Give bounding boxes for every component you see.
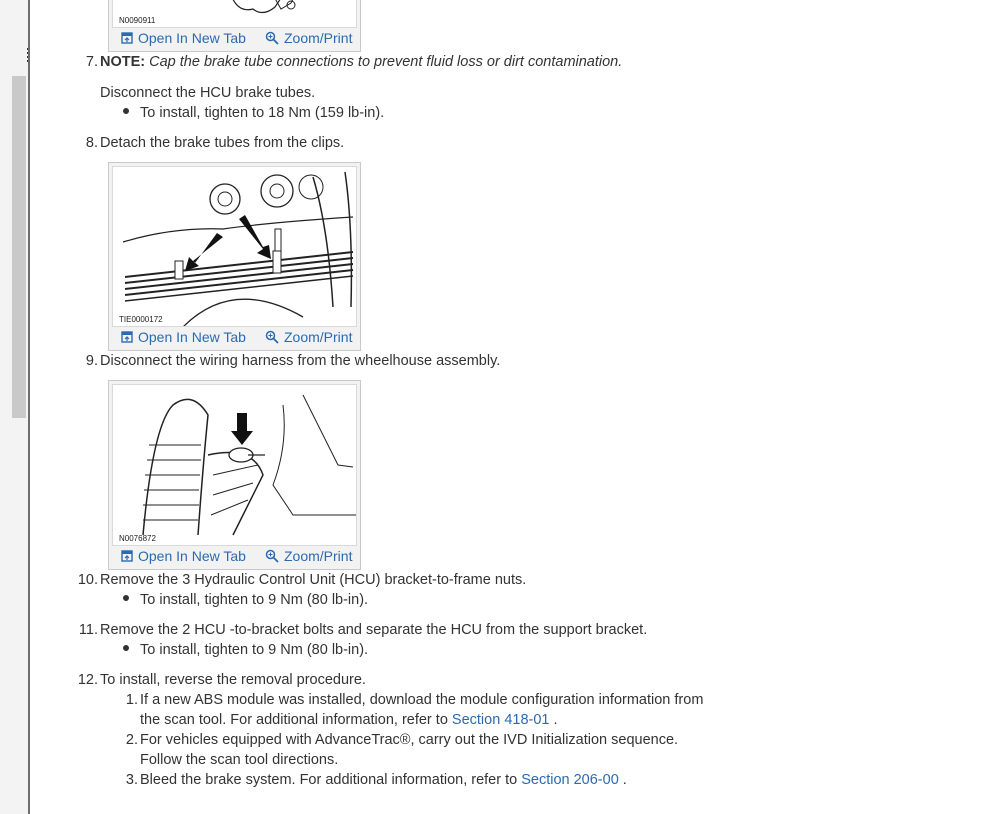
step-number: 9.	[85, 353, 98, 369]
note-label: NOTE:	[100, 54, 146, 70]
zoom-print-label: Zoom/Print	[284, 548, 353, 564]
zoom-icon	[265, 549, 279, 563]
figure-3	[108, 380, 361, 570]
section-418-01-link[interactable]: Section 418-01	[451, 712, 550, 728]
step-7-text: Disconnect the HCU brake tubes.	[100, 85, 316, 101]
substep-3-line-1	[140, 771, 627, 789]
zoom-print-label: Zoom/Print	[284, 30, 353, 46]
figure-1-illustration	[112, 0, 357, 28]
figure-code: TIE0000172	[119, 315, 163, 324]
open-in-new-tab-label: Open In New Tab	[138, 548, 246, 564]
substep-1-line-1: If a new ABS module was installed, download the module configuration information from	[140, 692, 704, 708]
step-number: 12.	[77, 672, 98, 688]
step-9-text: Disconnect the wiring harness from the wheelhouse assembly.	[100, 353, 501, 369]
substep-number: 2.	[125, 732, 138, 748]
figure-toolbar	[109, 326, 360, 350]
substep-1-line-2-text: the scan tool. For additional information, refer to	[140, 712, 448, 728]
step-10-text: Remove the 3 Hydraulic Control Unit (HCU) bracket-to-frame nuts.	[100, 572, 527, 588]
open-tab-icon	[121, 331, 133, 343]
open-in-new-tab-button[interactable]	[121, 329, 246, 345]
zoom-icon	[265, 330, 279, 344]
step-10-install-spec: To install, tighten to 9 Nm (80 lb-in).	[140, 592, 369, 608]
open-in-new-tab-button[interactable]	[121, 548, 246, 564]
step-11-text: Remove the 2 HCU -to-bracket bolts and separate the HCU from the support bracket.	[100, 622, 648, 638]
period: .	[553, 712, 558, 728]
zoom-print-label: Zoom/Print	[284, 329, 353, 345]
substep-2-line-1: For vehicles equipped with AdvanceTrac®, carry out the IVD Initialization sequence.	[140, 732, 679, 748]
figure-1	[108, 0, 361, 52]
zoom-print-button[interactable]	[265, 329, 352, 345]
bullet-icon	[123, 645, 129, 651]
note-text: Cap the brake tube connections to prevent fluid loss or dirt contamination.	[149, 54, 623, 70]
gutter-divider	[28, 0, 30, 814]
zoom-print-button[interactable]	[265, 548, 352, 564]
figure-code: N0090911	[119, 16, 156, 25]
section-206-00-link[interactable]: Section 206-00	[521, 772, 619, 788]
figure-2	[108, 162, 361, 351]
open-in-new-tab-button[interactable]	[121, 30, 246, 46]
figure-3-illustration	[112, 384, 357, 546]
substep-number: 3.	[125, 772, 138, 788]
zoom-print-button[interactable]	[265, 30, 352, 46]
step-7-note	[100, 53, 622, 71]
open-tab-icon	[121, 550, 133, 562]
zoom-icon	[265, 31, 279, 45]
bullet-icon	[123, 595, 129, 601]
bullet-icon	[123, 108, 129, 114]
step-12-text: To install, reverse the removal procedure.	[100, 672, 366, 688]
open-in-new-tab-label: Open In New Tab	[138, 30, 246, 46]
figure-toolbar	[109, 27, 360, 51]
scrollbar-thumb[interactable]	[12, 76, 26, 418]
open-tab-icon	[121, 32, 133, 44]
step-7-install-spec: To install, tighten to 18 Nm (159 lb-in).	[140, 105, 385, 121]
substep-number: 1.	[125, 692, 138, 708]
step-number: 7.	[85, 54, 98, 70]
figure-2-illustration	[112, 166, 357, 327]
step-11-install-spec: To install, tighten to 9 Nm (80 lb-in).	[140, 642, 369, 658]
figure-toolbar	[109, 545, 360, 569]
period: .	[622, 772, 627, 788]
substep-2-line-2: Follow the scan tool directions.	[140, 752, 339, 768]
step-number: 8.	[85, 135, 98, 151]
open-in-new-tab-label: Open In New Tab	[138, 329, 246, 345]
substep-1-line-2	[140, 711, 558, 729]
step-number: 10.	[77, 572, 98, 588]
substep-3-line-1-text: Bleed the brake system. For additional information, refer to	[140, 772, 518, 788]
figure-code: N0076872	[119, 534, 156, 543]
step-number: 11.	[78, 622, 98, 638]
step-8-text: Detach the brake tubes from the clips.	[100, 135, 345, 151]
